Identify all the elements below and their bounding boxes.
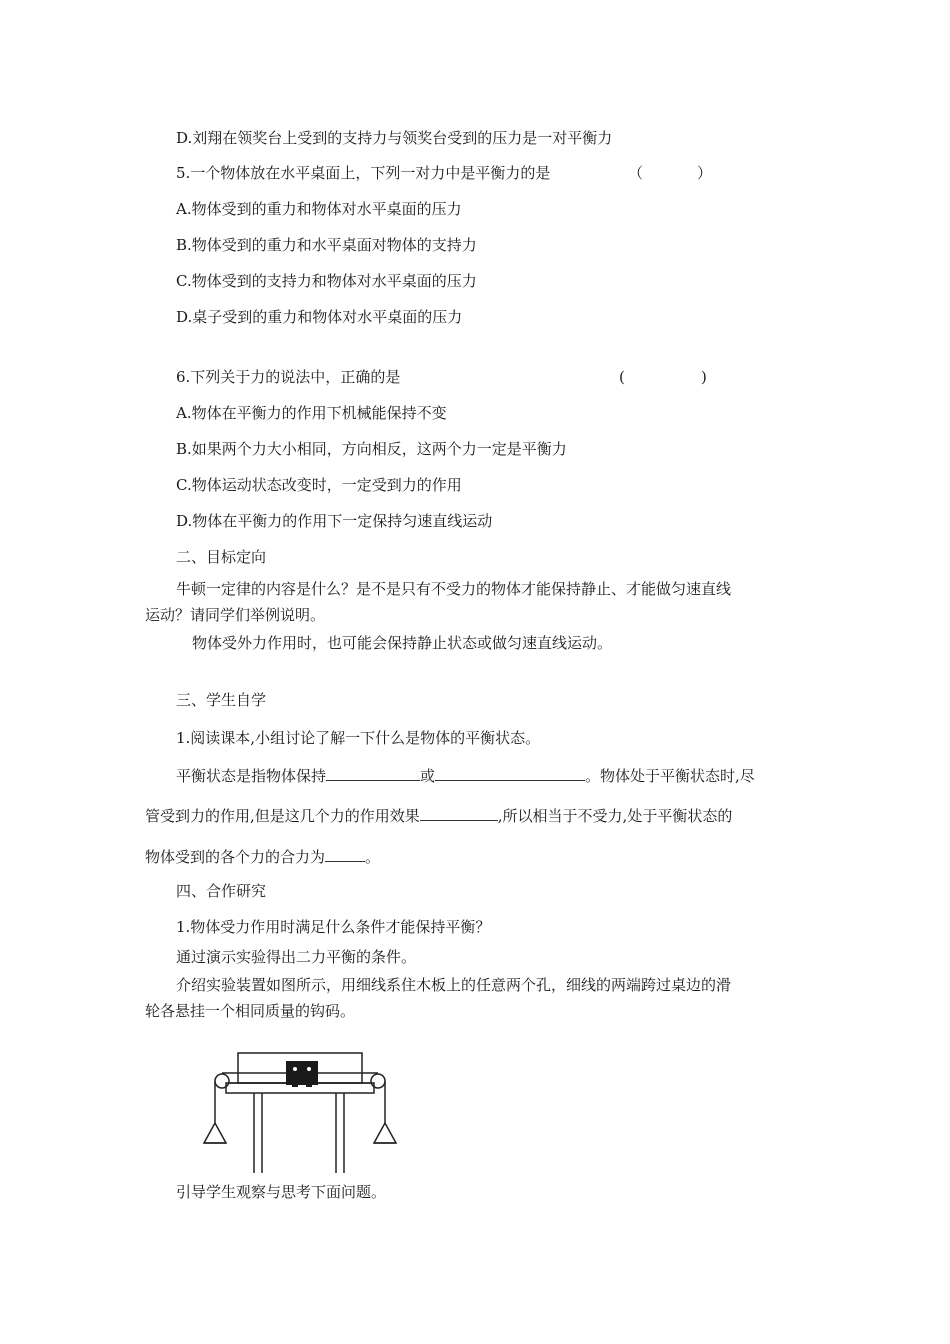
q5-stem: 5.一个物体放在水平桌面上，下列一对力中是平衡力的是 [176, 164, 551, 182]
q5-option-d: D.桌子受到的重力和物体对水平桌面的压力 [176, 308, 463, 326]
section4-intro-line1: 介绍实验装置如图所示，用细线系住木板上的任意两个孔，细线的两端跨过桌边的滑 [176, 976, 732, 994]
section2-para1-line1: 牛顿一定律的内容是什么？是不是只有不受力的物体才能保持静止、才能做匀速直线 [176, 580, 732, 598]
section4-demo: 通过演示实验得出二力平衡的条件。 [176, 948, 417, 966]
section4-heading: 四、合作研究 [176, 882, 267, 900]
blank-2[interactable] [435, 764, 585, 781]
section2-heading: 二、目标定向 [176, 548, 267, 566]
fill-text-d: ,所以相当于不受力,处于平衡状态的 [497, 807, 733, 825]
q5-option-b: B.物体受到的重力和水平桌面对物体的支持力 [176, 236, 477, 254]
fill-text-b: 。物体处于平衡状态时,尽 [585, 767, 755, 785]
experiment-apparatus-figure [200, 1047, 400, 1175]
section4-item1: 1.物体受力作用时满足什么条件才能保持平衡？ [176, 918, 491, 936]
section3-item1: 1.阅读课本,小组讨论了解一下什么是物体的平衡状态。 [176, 729, 541, 747]
q5-paren-close: ） [697, 164, 713, 182]
q6-option-d: D.物体在平衡力的作用下一定保持匀速直线运动 [176, 512, 493, 530]
blank-1[interactable] [326, 764, 420, 781]
section2-para1-line2: 运动？请同学们举例说明。 [145, 606, 326, 624]
q6-option-a: A.物体在平衡力的作用下机械能保持不变 [176, 404, 447, 422]
section2-para2: 物体受外力作用时，也可能会保持静止状态或做匀速直线运动。 [192, 634, 613, 652]
section4-guide: 引导学生观察与思考下面问题。 [176, 1183, 387, 1201]
fill-text-e: 物体受到的各个力的合力为 [145, 848, 326, 866]
fill-text-or: 或 [420, 767, 436, 785]
q6-stem: 6.下列关于力的说法中，正确的是 [176, 368, 401, 386]
fill-line1 [176, 764, 755, 786]
fill-line3 [145, 845, 380, 867]
q5-option-c: C.物体受到的支持力和物体对水平桌面的压力 [176, 272, 477, 290]
q6-paren-close: ) [701, 368, 707, 386]
q6-option-b: B.如果两个力大小相同，方向相反，这两个力一定是平衡力 [176, 440, 567, 458]
q5-paren-open: （ [628, 164, 644, 182]
fill-text-f: 。 [365, 848, 381, 866]
section4-intro-line2: 轮各悬挂一个相同质量的钩码。 [145, 1002, 356, 1020]
q6-paren-open: ( [619, 368, 625, 386]
q6-option-c: C.物体运动状态改变时，一定受到力的作用 [176, 476, 462, 494]
q5-option-a: A.物体受到的重力和物体对水平桌面的压力 [176, 200, 462, 218]
fill-line2 [145, 804, 732, 826]
section3-heading: 三、学生自学 [176, 691, 267, 709]
q4-option-d: D.刘翔在领奖台上受到的支持力与领奖台受到的压力是一对平衡力 [176, 129, 613, 147]
fill-text-a: 平衡状态是指物体保持 [176, 767, 327, 785]
blank-3[interactable] [420, 804, 498, 821]
blank-4[interactable] [325, 845, 365, 862]
fill-text-c: 管受到力的作用,但是这几个力的作用效果 [145, 807, 420, 825]
